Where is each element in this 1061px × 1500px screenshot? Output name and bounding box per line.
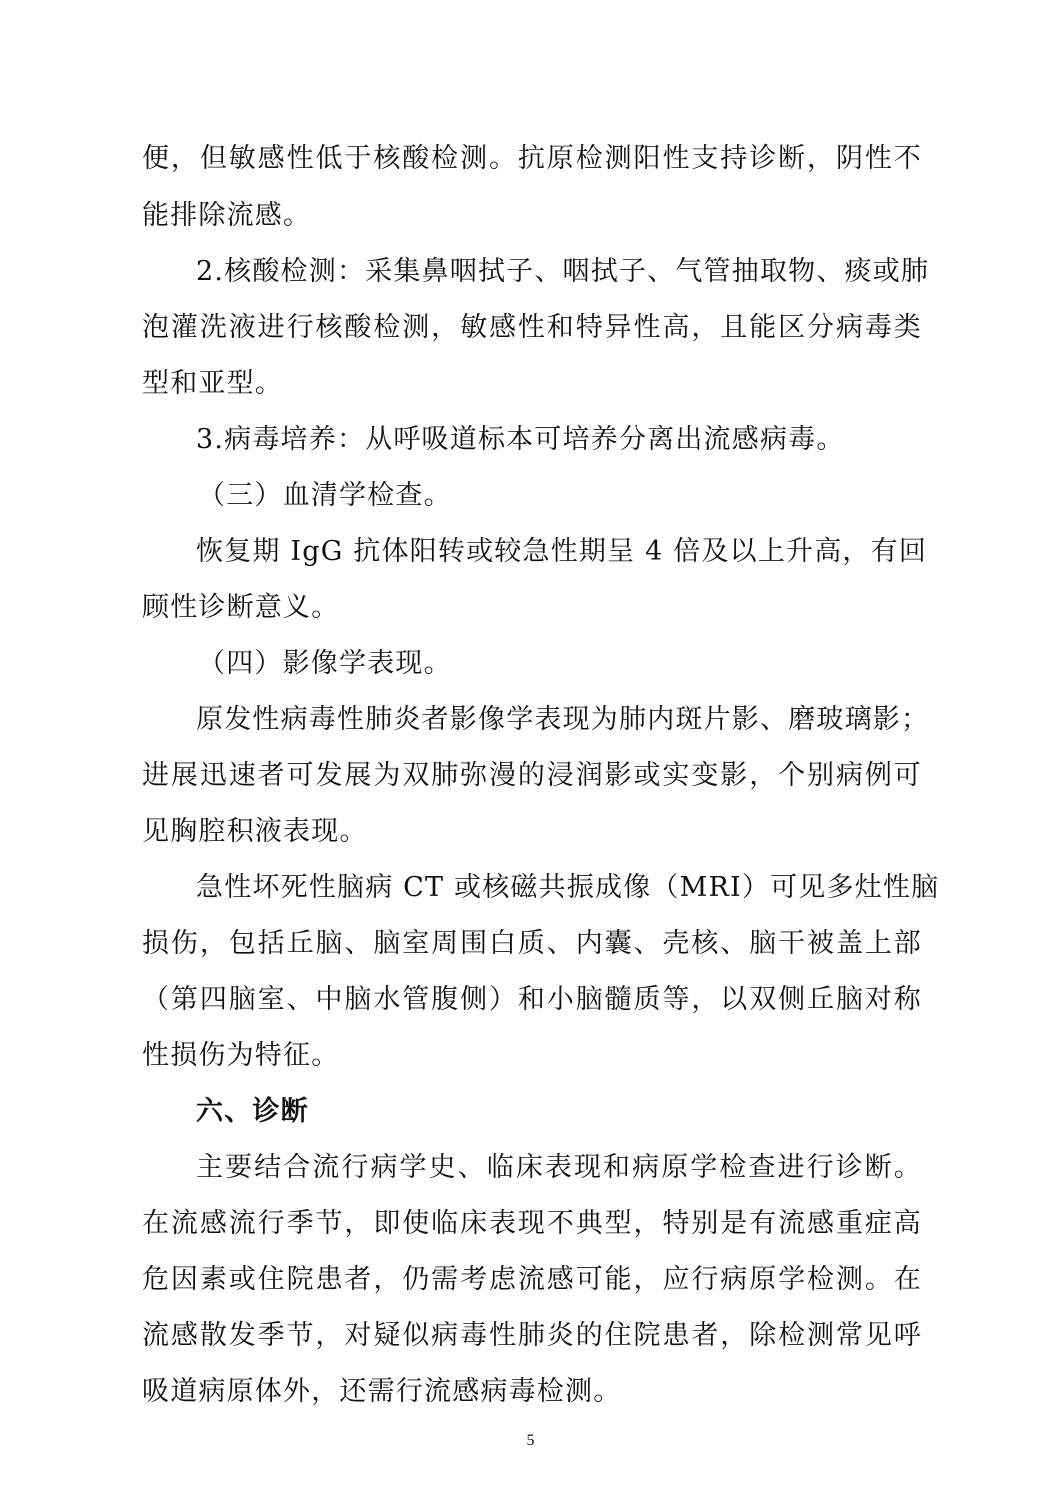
text-line: 主要结合流行病学史、临床表现和病原学检查进行诊断。 [196,1152,922,1183]
text-line: 2.核酸检测：采集鼻咽拭子、咽拭子、气管抽取物、痰或肺 [196,256,930,287]
text-line: 见胸腔积液表现。 [142,816,368,847]
chapter-heading: 六、诊断 [196,1096,309,1127]
text-line: 危因素或住院患者，仍需考虑流感可能，应行病原学检测。在 [142,1264,922,1295]
text-line: 进展迅速者可发展为双肺弥漫的浸润影或实变影，个别病例可 [142,760,922,791]
text-line: 原发性病毒性肺炎者影像学表现为肺内斑片影、磨玻璃影； [196,704,930,735]
text-line: 性损伤为特征。 [142,1040,340,1071]
text-line: 恢复期 IgG 抗体阳转或较急性期呈 4 倍及以上升高，有回 [196,536,928,567]
section-heading: （四）影像学表现。 [198,648,452,679]
text-line: 能排除流感。 [142,200,312,231]
text-line: 急性坏死性脑病 CT 或核磁共振成像（MRI）可见多灶性脑 [196,872,940,903]
text-line: 便，但敏感性低于核酸检测。抗原检测阳性支持诊断，阴性不 [142,143,922,174]
text-line: 泡灌洗液进行核酸检测，敏感性和特异性高，且能区分病毒类 [142,312,922,343]
text-line: 在流感流行季节，即使临床表现不典型，特别是有流感重症高 [142,1208,922,1239]
text-line: 顾性诊断意义。 [142,592,340,623]
text-line: 吸道病原体外，还需行流感病毒检测。 [142,1376,622,1407]
text-line: 型和亚型。 [142,368,283,399]
text-line: 损伤，包括丘脑、脑室周围白质、内囊、壳核、脑干被盖上部 [142,928,922,959]
text-line: 3.病毒培养：从呼吸道标本可培养分离出流感病毒。 [196,424,845,455]
text-line: （第四脑室、中脑水管腹侧）和小脑髓质等，以双侧丘脑对称 [142,984,922,1015]
section-heading: （三）血清学检查。 [198,480,452,511]
text-line: 流感散发季节，对疑似病毒性肺炎的住院患者，除检测常见呼 [142,1320,922,1351]
page-number: 5 [526,1432,535,1449]
